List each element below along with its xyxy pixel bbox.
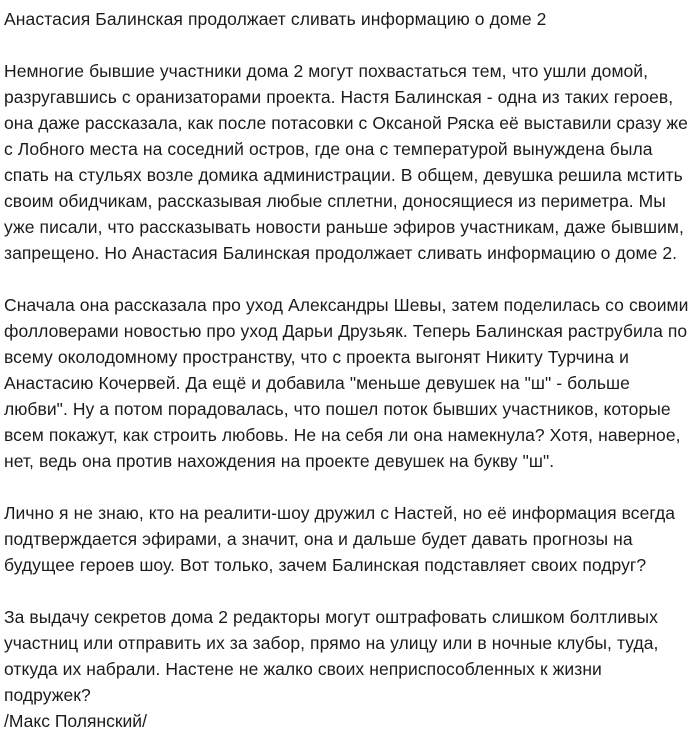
article-paragraph: Сначала она рассказала про уход Александры Шевы, затем поделилась со своими фолловерами новостью про уход Дарьи Друзьяк. Теперь Балинская раструбила по всему околодомному пространству, что с проекта выгонят Никиту Турчина и Анастасию Кочервей. Да ещё и добавила "меньше девушек на "ш" - больше любви". Ну а потом порадовалась, что пошел поток бывших участников, которые всем покажут, как строить любовь. Не на себя ли она намекнула? Хотя, наверное, нет, ведь она против нахождения на проекте девушек на букву "ш".: [4, 295, 689, 471]
article-paragraph: Лично я не знаю, кто на реалити-шоу дружил с Настей, но её информация всегда подтверждается эфирами, а значит, она и дальше будет давать прогнозы на будущее героев шоу. Вот только, зачем Балинская подставляет своих подруг?: [4, 503, 676, 575]
paragraph-spacer: [4, 474, 691, 500]
article-signature: /Макс Полянский/: [4, 711, 147, 731]
paragraph-spacer: [4, 578, 691, 604]
paragraph-spacer: [4, 266, 691, 292]
article-body: [4, 58, 691, 734]
article-paragraph: Немногие бывшие участники дома 2 могут похвастаться тем, что ушли домой, разругавшись с оранизаторами проекта. Настя Балинская - одна из таких героев, она даже рассказала, как после потасовки с Оксаной Ряска её выставили сразу же с Лобного места на соседний остров, где она с температурой вынуждена была спать на стульях возле домика администрации. В общем, девушка решила мстить своим обидчикам, рассказывая любые сплетни, доносящиеся из периметра. Мы уже писали, что рассказывать новости раньше эфиров участникам, даже бывшим, запрещено. Но Анастасия Балинская продолжает сливать информацию о доме 2.: [4, 61, 688, 263]
page-title: Анастасия Балинская продолжает сливать информацию о доме 2: [4, 9, 547, 29]
article-paragraph: За выдачу секретов дома 2 редакторы могут оштрафовать слишком болтливых участниц или отправить их за забор, прямо на улицу или в ночные клубы, туда, откуда их набрали. Настене не жалко своих неприспособленных к жизни подружек?: [4, 607, 659, 705]
title-body-spacer: [4, 32, 691, 58]
